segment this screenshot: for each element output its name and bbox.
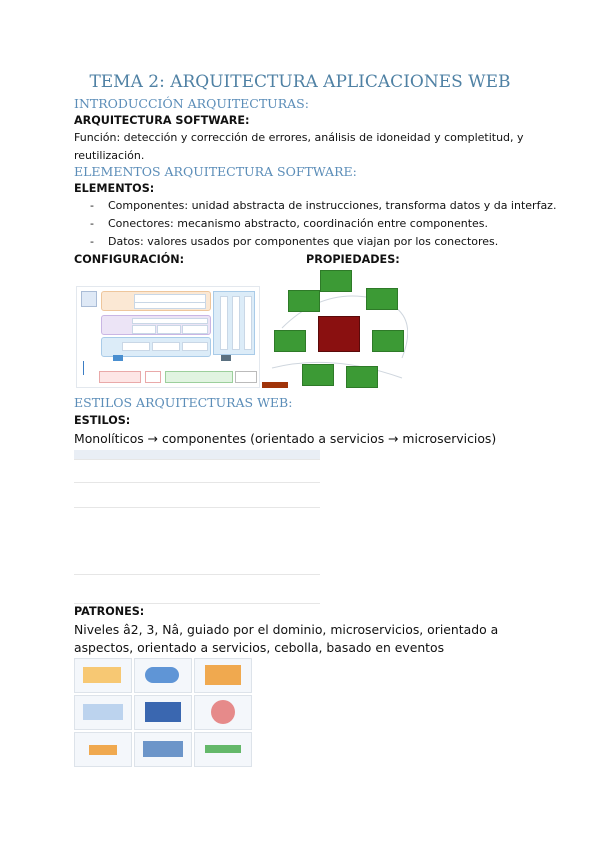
patterns-paragraph: Niveles â2, 3, Nâ, guiado por el dominio, microservicios, orientado a aspectos, orientado a servicios, cebolla, basado en eventos	[74, 622, 499, 655]
table-cell	[74, 575, 124, 604]
user-icon	[81, 291, 97, 307]
patterns-image-grid	[74, 658, 252, 768]
property-node	[288, 290, 320, 312]
diagram-cell	[244, 296, 252, 350]
diagram-cell	[134, 302, 206, 309]
diagram-layer	[101, 337, 211, 357]
table-cell	[285, 483, 320, 508]
decorative-bar	[262, 382, 288, 388]
diagram-cell	[145, 371, 161, 383]
table-cell	[124, 450, 209, 460]
property-node	[320, 270, 352, 292]
table-cell	[209, 450, 246, 460]
table-cell	[124, 460, 209, 483]
property-node	[302, 364, 334, 386]
bullet-dash: -	[90, 217, 94, 230]
table-cell	[246, 460, 285, 483]
configuration-label: CONFIGURACIÓN:	[74, 253, 185, 266]
styles-paragraph: Monolíticos → componentes (orientado a servicios → microservicios)	[74, 431, 497, 446]
table-cell	[285, 508, 320, 575]
table-cell	[124, 575, 209, 604]
diagram-cell	[132, 318, 208, 324]
property-node	[346, 366, 378, 388]
pattern-thumbnail	[74, 695, 132, 730]
table-cell	[74, 460, 124, 483]
subheading-styles: ESTILOS:	[74, 414, 131, 427]
table-cell	[209, 508, 246, 575]
pattern-thumbnail	[134, 732, 192, 767]
table-row	[74, 460, 320, 483]
pattern-thumbnail	[194, 732, 252, 767]
property-core-node	[318, 316, 360, 352]
property-node	[372, 330, 404, 352]
service-icon	[221, 355, 231, 361]
section-heading-elements: ELEMENTOS ARQUITECTURA SOFTWARE:	[74, 164, 357, 179]
diagram-cell	[122, 342, 150, 351]
diagram-cell	[165, 371, 233, 383]
diagram-cell	[220, 296, 228, 350]
property-node	[366, 288, 398, 310]
diagram-layer	[101, 291, 211, 311]
table-cell	[246, 508, 285, 575]
diagram-cell	[152, 342, 180, 351]
table-cell	[74, 450, 124, 460]
list-item-text: Componentes: unidad abstracta de instrucciones, transforma datos y da interfaz.	[108, 199, 557, 212]
pattern-thumbnail	[194, 695, 252, 730]
pattern-thumbnail	[134, 695, 192, 730]
table-cell	[209, 460, 246, 483]
thumbnail-shape	[205, 745, 241, 753]
thumbnail-shape	[89, 745, 117, 755]
configuration-diagram	[76, 286, 260, 388]
table-cell	[246, 450, 285, 460]
diagram-cell	[132, 325, 156, 334]
diagram-cell	[157, 325, 181, 334]
table-cell	[209, 575, 246, 604]
bullet-dash: -	[90, 199, 94, 212]
table-cell	[74, 508, 124, 575]
pattern-thumbnail	[194, 658, 252, 693]
list-item-components	[90, 199, 556, 212]
table-cell	[209, 483, 246, 508]
styles-table-image	[74, 450, 320, 604]
table-cell	[74, 483, 124, 508]
table-header-row	[74, 450, 320, 460]
arrow-icon	[83, 361, 88, 375]
table-cell	[124, 508, 209, 575]
table-cell	[246, 483, 285, 508]
diagram-cell	[182, 325, 208, 334]
pattern-thumbnail	[134, 658, 192, 693]
table-cell	[285, 575, 320, 604]
page-title: TEMA 2: ARQUITECTURA APLICACIONES WEB	[89, 72, 511, 92]
table-row	[74, 483, 320, 508]
section-heading-styles: ESTILOS ARQUITECTURAS WEB:	[74, 395, 293, 410]
pattern-thumbnail	[74, 732, 132, 767]
properties-label: PROPIEDADES:	[306, 253, 400, 266]
table-row	[74, 575, 320, 604]
database-icon	[113, 355, 123, 361]
list-item-connectors	[90, 217, 488, 230]
thumbnail-shape	[211, 700, 235, 724]
diagram-side-column	[213, 291, 255, 355]
subheading-patterns: PATRONES:	[74, 605, 145, 618]
diagram-cell	[232, 296, 240, 350]
list-item-text: Conectores: mecanismo abstracto, coordinación entre componentes.	[108, 217, 489, 230]
table-cell	[124, 483, 209, 508]
diagram-cell	[235, 371, 257, 383]
list-item-data	[90, 235, 498, 248]
subheading-software-architecture: ARQUITECTURA SOFTWARE:	[74, 114, 250, 127]
thumbnail-shape	[205, 665, 241, 685]
thumbnail-shape	[83, 704, 123, 720]
thumbnail-shape	[145, 667, 179, 683]
thumbnail-shape	[83, 667, 121, 683]
table-cell	[246, 575, 285, 604]
pattern-thumbnail	[74, 658, 132, 693]
property-node	[274, 330, 306, 352]
properties-diagram	[262, 268, 408, 390]
diagram-cell	[182, 342, 208, 351]
intro-paragraph: Función: detección y corrección de errores, análisis de idoneidad y completitud, y reutilización.	[74, 131, 524, 162]
table-cell	[285, 450, 320, 460]
bullet-dash: -	[90, 235, 94, 248]
diagram-layer	[101, 315, 211, 335]
subheading-elements: ELEMENTOS:	[74, 182, 155, 195]
table-cell	[285, 460, 320, 483]
diagram-cell	[99, 371, 141, 383]
section-heading-intro: INTRODUCCIÓN ARQUITECTURAS:	[74, 96, 309, 111]
list-item-text: Datos: valores usados por componentes que viajan por los conectores.	[108, 235, 499, 248]
thumbnail-shape	[143, 741, 183, 757]
table-row	[74, 508, 320, 575]
thumbnail-shape	[145, 702, 181, 722]
